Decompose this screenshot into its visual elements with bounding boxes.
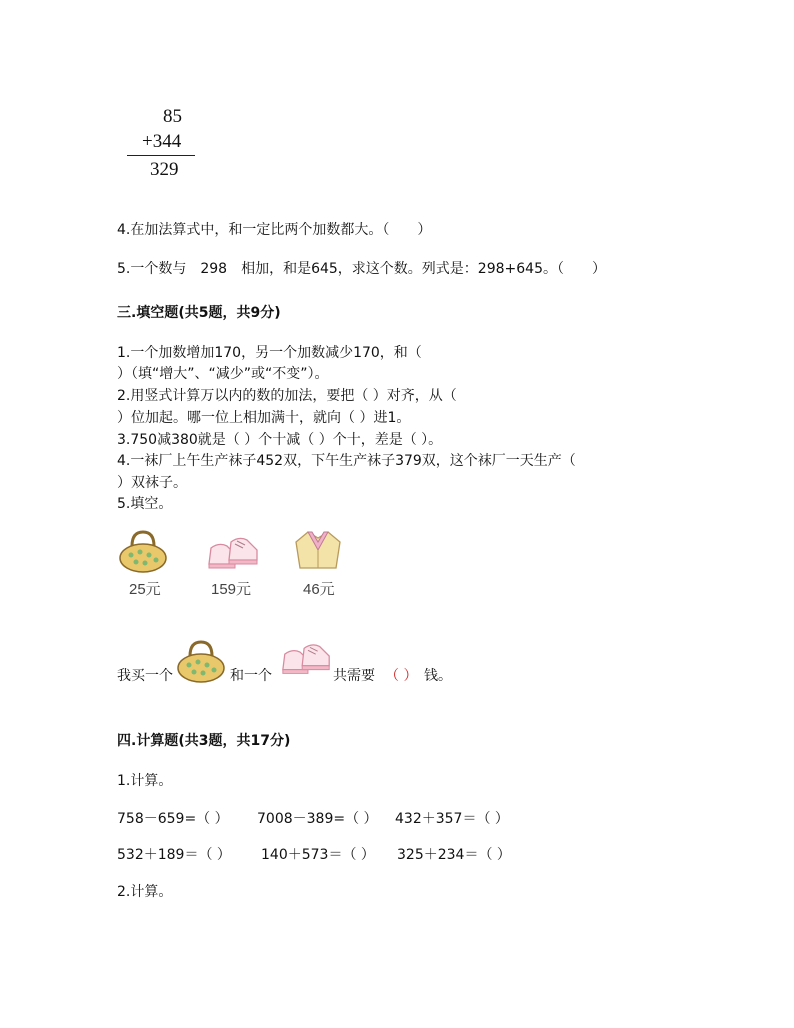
fill-line-7: ）双袜子。 bbox=[117, 475, 187, 491]
fill-line-6: 4.一袜厂上午生产袜子452双，下午生产袜子379双，这个袜厂一天生产（ bbox=[117, 453, 576, 469]
calc-row2-item1: 532＋189＝（ ） bbox=[117, 847, 231, 863]
fill-line-3: 2.用竖式计算万以内的数的加法，要把（ ）对齐，从（ bbox=[117, 388, 457, 404]
fill-line-8: 5.填空。 bbox=[117, 496, 173, 512]
calc-row1-item2: 7008－389=（ ） bbox=[257, 811, 378, 827]
buy-text-1: 我买一个 bbox=[117, 668, 173, 684]
buy-answer-paren: （ ） bbox=[385, 668, 418, 684]
jacket-icon bbox=[292, 528, 344, 574]
vertical-line-2: +344 bbox=[142, 131, 182, 152]
price-sneakers: 159元 bbox=[211, 581, 252, 598]
calc-question-1: 1.计算。 bbox=[117, 773, 173, 789]
section-4-title: 四.计算题(共3题，共17分) bbox=[117, 733, 291, 749]
vertical-divider bbox=[127, 155, 195, 156]
vertical-result: 329 bbox=[150, 159, 179, 180]
fill-line-1: 1.一个加数增加170，另一个加数减少170，和（ bbox=[117, 345, 422, 361]
fill-line-4: ）位加起。哪一位上相加满十，就向（ ）进1。 bbox=[117, 410, 411, 426]
fill-line-2: ）（填“增大”、“减少”或“不变”）。 bbox=[117, 366, 329, 382]
buy-text-2: 和一个 bbox=[230, 668, 272, 684]
price-jacket: 46元 bbox=[303, 581, 335, 598]
calc-row2-item2: 140＋573＝（ ） bbox=[261, 847, 375, 863]
handbag-icon bbox=[176, 638, 226, 684]
judge-question-4: 4.在加法算式中，和一定比两个加数都大。（ ） bbox=[117, 222, 432, 238]
vertical-line-1: 85 bbox=[163, 106, 182, 127]
calc-row2-item3: 325＋234＝（ ） bbox=[397, 847, 511, 863]
judge-question-5: 5.一个数与 298 相加，和是645，求这个数。列式是：298+645。（ ） bbox=[117, 261, 606, 277]
buy-text-4: 钱。 bbox=[424, 668, 452, 684]
section-3-title: 三.填空题(共5题，共9分) bbox=[117, 305, 281, 321]
calc-row1-item3: 432＋357＝（ ） bbox=[395, 811, 509, 827]
buy-text-3: 共需要 bbox=[333, 668, 375, 684]
handbag-icon bbox=[118, 528, 168, 574]
fill-line-5: 3.750减380就是（ ）个十减（ ）个十，差是（ ）。 bbox=[117, 432, 443, 448]
price-handbag: 25元 bbox=[129, 581, 161, 598]
sneakers-icon bbox=[279, 636, 335, 680]
sneakers-icon bbox=[205, 530, 263, 574]
calc-question-2: 2.计算。 bbox=[117, 884, 173, 900]
calc-row1-item1: 758－659=（ ） bbox=[117, 811, 229, 827]
